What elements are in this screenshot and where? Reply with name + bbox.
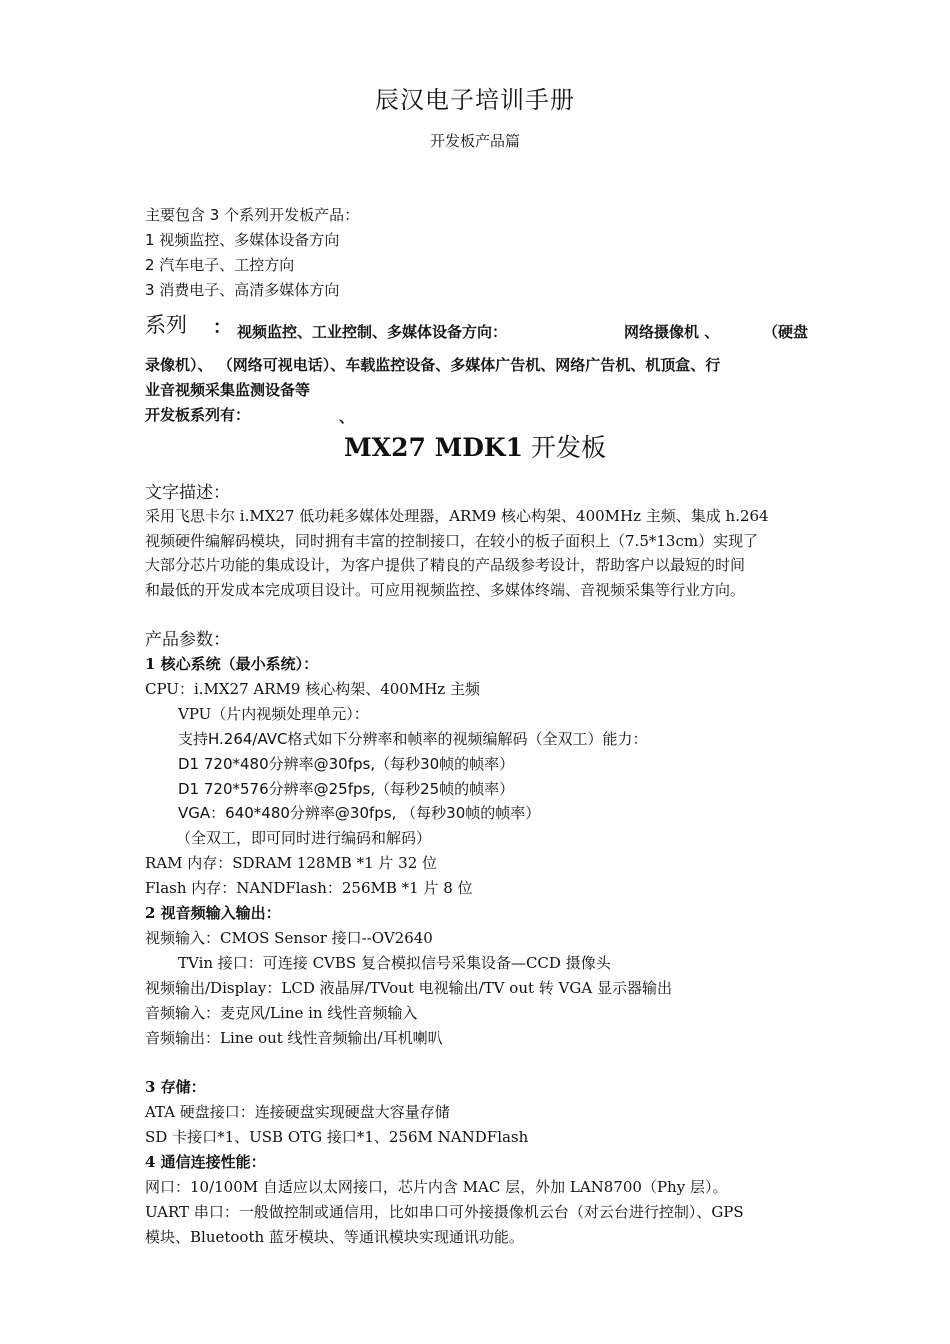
description-line-1: 采用飞思卡尔 i.MX27 低功耗多媒体处理器，ARM9 核心构架、400MHz 主频、集成 h.264 bbox=[145, 507, 769, 525]
duplex-note: （全双工，即可同时进行编码和解码） bbox=[176, 829, 432, 847]
core-heading-text: 1 核心系统（最小系统）： bbox=[145, 655, 319, 673]
series-segment-3: （硬盘 bbox=[763, 323, 809, 341]
description-paragraph bbox=[145, 504, 807, 602]
av-heading bbox=[145, 903, 281, 923]
uart-line-2: 模块、Bluetooth 蓝牙模块、等通讯模块实现通讯功能。 bbox=[145, 1228, 524, 1246]
audio-output-line: 音频输出：Line out 线性音频输出/耳机喇叭 bbox=[145, 1029, 443, 1047]
video-output-line: 视频输出/Display：LCD 液晶屏/TVout 电视输出/TV out 转 VGA 显示器输出 bbox=[145, 979, 672, 997]
d1-25fps-line: D1 720*576分辨率@25fps,（每秒25帧的帧率） bbox=[178, 780, 515, 798]
d1-30fps-line: D1 720*480分辨率@30fps,（每秒30帧的帧率） bbox=[178, 755, 515, 773]
intro-item-3: 3 消费电子、高清多媒体方向 bbox=[145, 281, 340, 299]
core-system-heading bbox=[145, 654, 318, 674]
series-line-3: 业音视频采集监测设备等 bbox=[145, 381, 311, 399]
description-line-4: 和最低的开发成本完成项目设计。可应用视频监控、多媒体终端、音视频采集等行业方向。 bbox=[145, 580, 746, 599]
boards-label: 开发板系列有： bbox=[145, 406, 251, 424]
series-segment-2: 网络摄像机 、 bbox=[624, 323, 720, 341]
series-line-2: 录像机）、 （网络可视电话）、车载监控设备、多媒体广告机、网络广告机、机顶盒、行 bbox=[145, 356, 721, 374]
description-line-3: 大部分芯片功能的集成设计，为客户提供了精良的产品级参考设计，帮助客户以最短的时间 bbox=[145, 556, 746, 575]
document-subtitle: 开发板产品篇 bbox=[429, 132, 520, 150]
sd-usb-line: SD 卡接口*1、USB OTG 接口*1、256M NANDFlash bbox=[145, 1128, 529, 1146]
uart-line-1: UART 串口：一般做控制或通信用，比如串口可外接摄像机云台（对云台进行控制）、GPS bbox=[145, 1203, 744, 1221]
vga-line: VGA：640*480分辨率@30fps, （每秒30帧的帧率） bbox=[178, 804, 541, 822]
comm-heading bbox=[145, 1152, 266, 1172]
product-title-board: 开发板 bbox=[523, 433, 606, 462]
audio-input-line: 音频输入：麦克风/Line in 线性音频输入 bbox=[145, 1004, 418, 1022]
series-segment-1: 视频监控、工业控制、多媒体设备方向： bbox=[237, 323, 508, 341]
params-heading: 产品参数： bbox=[145, 630, 230, 650]
storage-heading bbox=[145, 1077, 206, 1097]
storage-heading-text: 3 存储： bbox=[145, 1078, 206, 1096]
intro-lead: 主要包含 3 个系列开发板产品： bbox=[145, 206, 360, 224]
product-title-model: MX27 MDK1 bbox=[344, 433, 524, 462]
tvin-line: TVin 接口：可连接 CVBS 复合模拟信号采集设备—CCD 摄像头 bbox=[178, 954, 611, 972]
ata-line: ATA 硬盘接口：连接硬盘实现硬盘大容量存储 bbox=[145, 1103, 450, 1121]
ram-line: RAM 内存：SDRAM 128MB *1 片 32 位 bbox=[145, 854, 438, 872]
description-heading: 文字描述： bbox=[145, 483, 230, 503]
vpu-support-line: 支持H.264/AVC格式如下分辨率和帧率的视频编解码（全双工）能力： bbox=[178, 730, 648, 748]
flash-line: Flash 内存：NANDFlash：256MB *1 片 8 位 bbox=[145, 879, 473, 897]
vpu-line: VPU（片内视频处理单元）： bbox=[178, 705, 369, 723]
product-title bbox=[0, 428, 950, 464]
av-heading-text: 2 视音频输入输出： bbox=[145, 904, 281, 922]
comm-heading-text: 4 通信连接性能： bbox=[145, 1153, 266, 1171]
network-line: 网口：10/100M 自适应以太网接口，芯片内含 MAC 层，外加 LAN8700（Phy 层）。 bbox=[145, 1178, 728, 1196]
intro-item-1: 1 视频监控、多媒体设备方向 bbox=[145, 231, 340, 249]
intro-item-2: 2 汽车电子、工控方向 bbox=[145, 256, 295, 274]
description-line-2: 视频硬件编解码模块，同时拥有丰富的控制接口，在较小的板子面积上（7.5*13cm）实现了 bbox=[145, 531, 759, 550]
video-input-line: 视频输入：CMOS Sensor 接口--OV2640 bbox=[145, 929, 433, 947]
series-colon: ： bbox=[213, 317, 231, 338]
cpu-line: CPU：i.MX27 ARM9 核心构架、400MHz 主频 bbox=[145, 680, 480, 698]
series-label: 系列 bbox=[145, 313, 187, 337]
document-title: 辰汉电子培训手册 bbox=[375, 86, 575, 114]
boards-separator: 、 bbox=[339, 408, 355, 426]
